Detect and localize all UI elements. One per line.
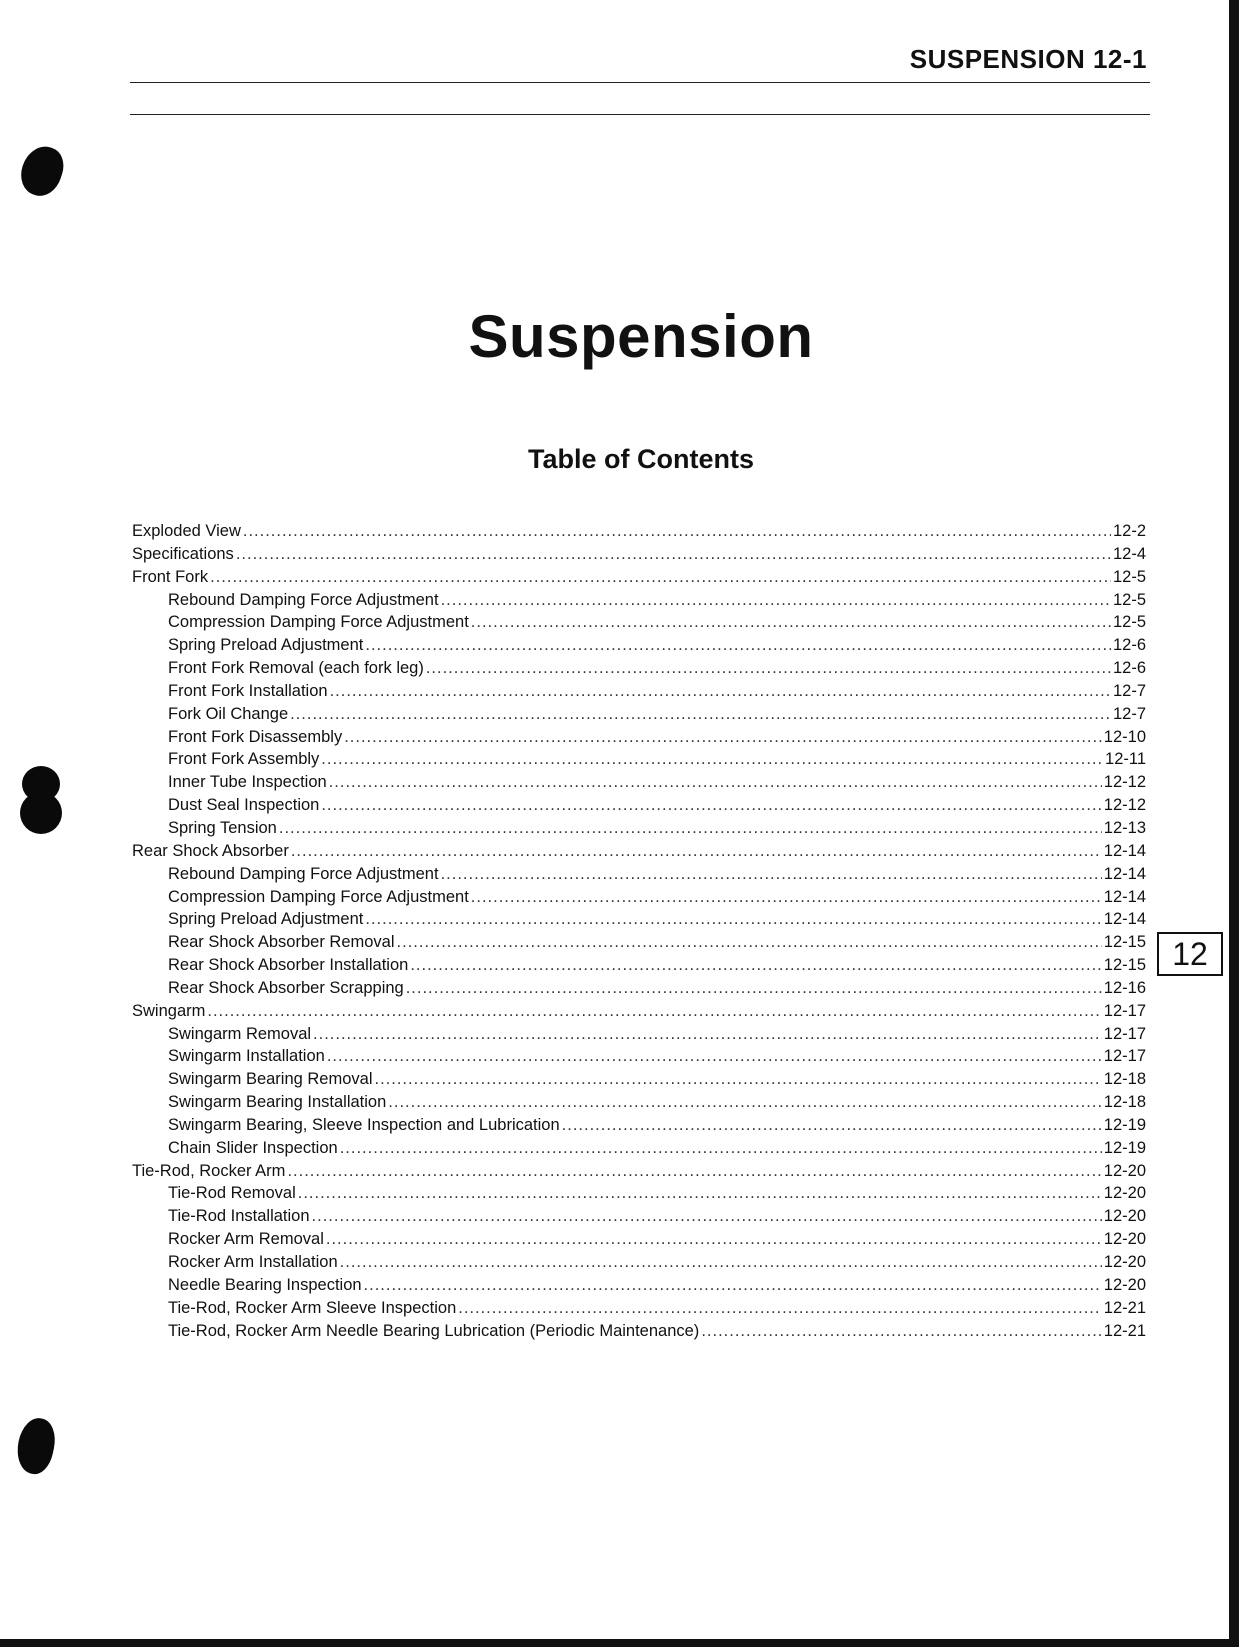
toc-leader-dots [410,954,1101,977]
toc-leader-dots [426,657,1111,680]
toc-entry [132,794,1146,817]
scan-edge-right [1229,0,1239,1647]
toc-entry [132,1114,1146,1137]
toc-entry [132,748,1146,771]
toc-entry [132,931,1146,954]
toc-entry [132,1160,1146,1183]
toc-entry-label: Swingarm Bearing Installation [168,1093,387,1112]
toc-entry-label: Front Fork Removal (each fork leg) [168,659,424,678]
toc-leader-dots [298,1182,1102,1205]
toc-entry-label: Rear Shock Absorber Installation [168,956,409,975]
toc-leader-dots [375,1068,1102,1091]
binder-hole-middle-lower [20,792,62,834]
toc-entry-label: Exploded View [132,522,241,540]
toc-entry [132,1023,1146,1046]
toc-entry-label: Swingarm Bearing Removal [168,1070,373,1089]
toc-entry-page: 12-12 [1103,796,1146,815]
toc-entry-label: Swingarm Bearing, Sleeve Inspection and Lubrication [168,1115,560,1134]
toc-entry [132,1320,1146,1343]
toc-entry-page: 12-12 [1103,773,1146,792]
toc-entry-page: 12-4 [1112,544,1146,563]
toc-entry [132,634,1146,657]
toc-leader-dots [291,840,1102,863]
toc-entry-label: Front Fork Disassembly [168,727,343,746]
toc-entry-label: Tie-Rod, Rocker Arm Needle Bearing Lubrication (Periodic Maintenance) [168,1321,700,1340]
toc-entry [132,1182,1146,1205]
toc-entry-page: 12-5 [1112,567,1146,586]
toc-entry-page: 12-14 [1103,887,1146,906]
toc-entry [132,1205,1146,1228]
toc-entry-page: 12-21 [1103,1298,1146,1317]
toc-leader-dots [441,589,1111,612]
toc-entry-page: 12-19 [1103,1138,1146,1157]
toc-entry [132,543,1146,566]
binder-hole-bottom [13,1415,60,1477]
toc-leader-dots [321,748,1103,771]
toc-entry [132,1274,1146,1297]
toc-leader-dots [458,1297,1102,1320]
toc-entry-page: 12-15 [1103,956,1146,975]
toc-entry-page: 12-6 [1112,636,1146,655]
toc-entry-label: Tie-Rod, Rocker Arm Sleeve Inspection [168,1298,457,1317]
toc-list [132,520,1146,1342]
running-header: SUSPENSION 12-1 [909,44,1147,74]
toc-entry-page: 12-13 [1103,818,1146,837]
toc-entry [132,908,1146,931]
toc-entry [132,1068,1146,1091]
toc-leader-dots [344,726,1102,749]
toc-entry-page: 12-7 [1112,681,1146,700]
toc-entry-page: 12-10 [1103,727,1146,746]
binder-hole-top [15,141,68,201]
toc-entry [132,566,1146,589]
toc-title: Table of Contents [528,444,754,474]
toc-entry [132,1297,1146,1320]
toc-entry-page: 12-20 [1103,1253,1146,1271]
toc-leader-dots [340,1137,1102,1160]
toc-leader-dots [562,1114,1102,1137]
toc-leader-dots [243,520,1111,543]
toc-entry-label: Rear Shock Absorber [132,841,289,860]
page-title: Suspension [468,303,814,370]
toc-entry-page: 12-14 [1103,864,1146,883]
toc-entry [132,611,1146,634]
toc-entry-label: Tie-Rod Installation [168,1207,310,1226]
toc-leader-dots [406,977,1102,1000]
toc-entry [132,1228,1146,1251]
toc-entry-page: 12-20 [1103,1161,1146,1180]
scan-edge-bottom [0,1639,1239,1647]
toc-entry-label: Fork Oil Change [168,704,289,723]
toc-entry-label: Spring Tension [168,818,277,837]
toc-entry [132,657,1146,680]
toc-entry-label: Tie-Rod, Rocker Arm [132,1161,286,1180]
toc-entry [132,954,1146,977]
toc-entry-label: Rear Shock Absorber Scrapping [168,978,404,997]
toc-entry-page: 12-21 [1103,1321,1146,1340]
toc-leader-dots [471,611,1111,634]
toc-entry-label: Rocker Arm Removal [168,1230,324,1249]
toc-entry-page: 12-5 [1112,590,1146,609]
toc-entry [132,680,1146,703]
toc-leader-dots [326,1228,1102,1251]
toc-entry-page: 12-17 [1103,1047,1146,1066]
toc-entry-label: Spring Preload Adjustment [168,910,364,929]
toc-leader-dots [364,1274,1102,1297]
toc-entry [132,520,1146,543]
chapter-tab: 12 [1157,932,1223,976]
toc-entry-label: Front Fork Assembly [168,750,320,769]
toc-entry-label: Tie-Rod Removal [168,1184,296,1203]
toc-leader-dots [207,1000,1101,1023]
toc-entry [132,771,1146,794]
header-rule-top [130,82,1150,83]
toc-leader-dots [210,566,1111,589]
toc-leader-dots [327,1045,1102,1068]
toc-entry-page: 12-20 [1103,1184,1146,1203]
toc-leader-dots [388,1091,1102,1114]
toc-entry [132,886,1146,909]
toc-entry [132,589,1146,612]
toc-entry-page: 12-16 [1103,978,1146,997]
toc-entry [132,726,1146,749]
toc-entry-page: 12-20 [1103,1275,1146,1294]
toc-leader-dots [441,863,1102,886]
toc-entry-label: Rear Shock Absorber Removal [168,933,395,952]
toc-entry [132,1251,1146,1274]
toc-entry-page: 12-6 [1112,659,1146,678]
toc-entry-page: 12-14 [1103,841,1146,860]
toc-entry-label: Swingarm Installation [168,1047,325,1066]
toc-entry-label: Front Fork [132,567,209,586]
toc-leader-dots [471,886,1102,909]
toc-leader-dots [330,680,1111,703]
toc-leader-dots [329,771,1102,794]
toc-leader-dots [365,908,1101,931]
toc-leader-dots [312,1205,1102,1228]
toc-leader-dots [313,1023,1102,1046]
toc-entry-label: Dust Seal Inspection [168,796,320,815]
toc-entry-label: Rebound Damping Force Adjustment [168,590,439,609]
toc-entry-page: 12-18 [1103,1093,1146,1112]
toc-leader-dots [701,1320,1101,1343]
toc-entry [132,977,1146,1000]
toc-entry-label: Swingarm Removal [168,1024,312,1043]
toc-entry-label: Front Fork Installation [168,681,328,700]
toc-entry-label: Chain Slider Inspection [168,1138,338,1157]
toc-entry-page: 12-15 [1103,933,1146,952]
toc-entry-page: 12-17 [1103,1024,1146,1043]
toc-entry [132,863,1146,886]
toc-leader-dots [279,817,1102,840]
toc-entry-page: 12-5 [1112,613,1146,632]
toc-leader-dots [287,1160,1101,1183]
toc-entry-label: Inner Tube Inspection [168,773,327,792]
toc-entry-page: 12-17 [1103,1001,1146,1020]
header-rule-bottom [130,114,1150,115]
toc-entry-page: 12-19 [1103,1115,1146,1134]
toc-entry [132,840,1146,863]
toc-entry-label: Specifications [132,544,234,563]
toc-entry-page: 12-18 [1103,1070,1146,1089]
toc-entry-label: Needle Bearing Inspection [168,1275,362,1294]
toc-leader-dots [290,703,1111,726]
toc-entry-page: 12-20 [1103,1207,1146,1226]
toc-leader-dots [397,931,1102,954]
toc-entry-label: Swingarm [132,1001,206,1020]
toc-entry-page: 12-14 [1103,910,1146,929]
toc-entry [132,1091,1146,1114]
toc-entry-page: 12-20 [1103,1230,1146,1249]
toc-entry-label: Rocker Arm Installation [168,1253,338,1271]
toc-entry-label: Compression Damping Force Adjustment [168,613,469,632]
toc-entry-page: 12-11 [1105,750,1146,769]
toc-leader-dots [365,634,1111,657]
toc-entry-label: Spring Preload Adjustment [168,636,364,655]
toc-entry-label: Compression Damping Force Adjustment [168,887,469,906]
toc-leader-dots [321,794,1101,817]
toc-entry-label: Rebound Damping Force Adjustment [168,864,439,883]
toc-entry [132,703,1146,726]
toc-leader-dots [340,1251,1102,1274]
toc-leader-dots [236,543,1111,566]
toc-entry [132,817,1146,840]
toc-entry-page: 12-2 [1112,522,1146,540]
toc-entry [132,1045,1146,1068]
toc-entry [132,1000,1146,1023]
toc-entry-page: 12-7 [1112,704,1146,723]
toc-entry [132,1137,1146,1160]
